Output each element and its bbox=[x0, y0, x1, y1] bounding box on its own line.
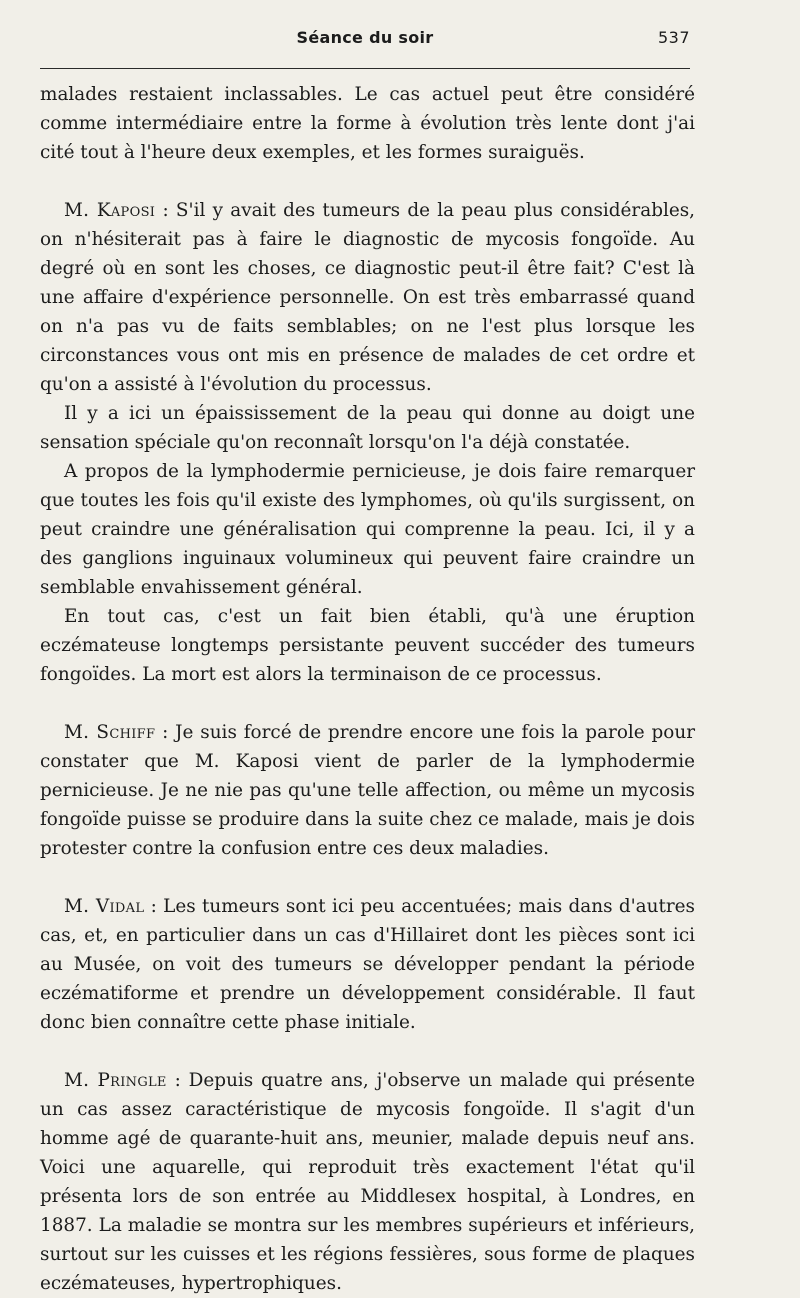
paragraph bbox=[40, 80, 695, 167]
paragraph bbox=[40, 602, 695, 689]
paragraph-text: : Je suis forcé de prendre encore une fois la parole pour constater que M. Kaposi vient de parler de la lymphodermie pernicieuse. Je ne nie pas qu'une telle affection, ou même un mycosis fongoïde puisse se produire dans la suite chez ce malade, mais je dois protester contre la confusion entre ces deux maladies. bbox=[40, 722, 695, 859]
speech-kaposi bbox=[40, 196, 695, 399]
page-number: 537 bbox=[657, 28, 690, 47]
paragraph-text: : Les tumeurs sont ici peu accentuées; mais dans d'autres cas, et, en particulier dans un cas d'Hillairet dont les pièces sont ici au Musée, on voit des tumeurs se développer pendant la période eczématiforme et prendre un développement considérable. Il faut donc bien connaître cette phase initiale. bbox=[40, 896, 695, 1033]
speech-pringle bbox=[40, 1066, 695, 1298]
speech-vidal bbox=[40, 892, 695, 1037]
header-rule bbox=[40, 68, 690, 69]
paragraph bbox=[40, 457, 695, 602]
paragraph bbox=[40, 399, 695, 457]
paragraph-text: malades restaient inclassables. Le cas actuel peut être considéré comme intermédiaire entre la forme à évolution très lente dont j'ai cité tout à l'heure deux exemples, et les formes suraiguës. bbox=[40, 84, 695, 163]
running-header bbox=[40, 28, 690, 58]
running-title: Séance du soir bbox=[296, 28, 434, 47]
paragraph-text: : S'il y avait des tumeurs de la peau plus considérables, on n'hésiterait pas à faire le diagnostic de mycosis fongoïde. Au degré où en sont les choses, ce diagnostic peut-il être fait? C'est là une affaire d'expérience personnelle. On est très embarrassé quand on n'a pas vu de faits semblables; on ne l'est plus lorsque les circonstances vous ont mis en présence de malades de cet ordre et qu'on a assisté à l'évolution du processus. bbox=[40, 200, 696, 395]
speech-schiff bbox=[40, 718, 695, 863]
paragraph-text: En tout cas, c'est un fait bien établi, qu'à une éruption eczémateuse longtemps persistante peuvent succéder des tumeurs fongoïdes. La mort est alors la terminaison de ce processus. bbox=[40, 606, 695, 685]
paragraph-text: Il y a ici un épaississement de la peau qui donne au doigt une sensation spéciale qu'on reconnaît lorsqu'on l'a déjà constatée. bbox=[40, 403, 695, 453]
paragraph-text: : Depuis quatre ans, j'observe un malade qui présente un cas assez caractéristique de mycosis fongoïde. Il s'agit d'un homme agé de quarante-huit ans, meunier, malade depuis neuf ans. Voici une aquarelle, qui reproduit très exactement l'état qu'il présenta lors de son entrée au Middlesex hospital, à Londres, en 1887. La maladie se montra sur les membres supérieurs et inférieurs, surtout sur les cuisses et les régions fessières, sous forme de plaques eczémateuses, hypertrophiques. bbox=[40, 1070, 695, 1294]
speaker-name: M. Vidal bbox=[64, 896, 145, 917]
speaker-name: M. Pringle bbox=[64, 1070, 167, 1091]
speaker-name: M. Schiff bbox=[64, 722, 156, 743]
paragraph-text: A propos de la lymphodermie pernicieuse, je dois faire remarquer que toutes les fois qu'il existe des lymphomes, où qu'ils surgissent, on peut craindre une généralisation qui comprenne la peau. Ici, il y a des ganglions inguinaux volumineux qui peuvent faire craindre un semblable envahissement général. bbox=[40, 461, 695, 598]
body-text bbox=[40, 80, 695, 1298]
speaker-name: M. Kaposi bbox=[64, 200, 156, 221]
